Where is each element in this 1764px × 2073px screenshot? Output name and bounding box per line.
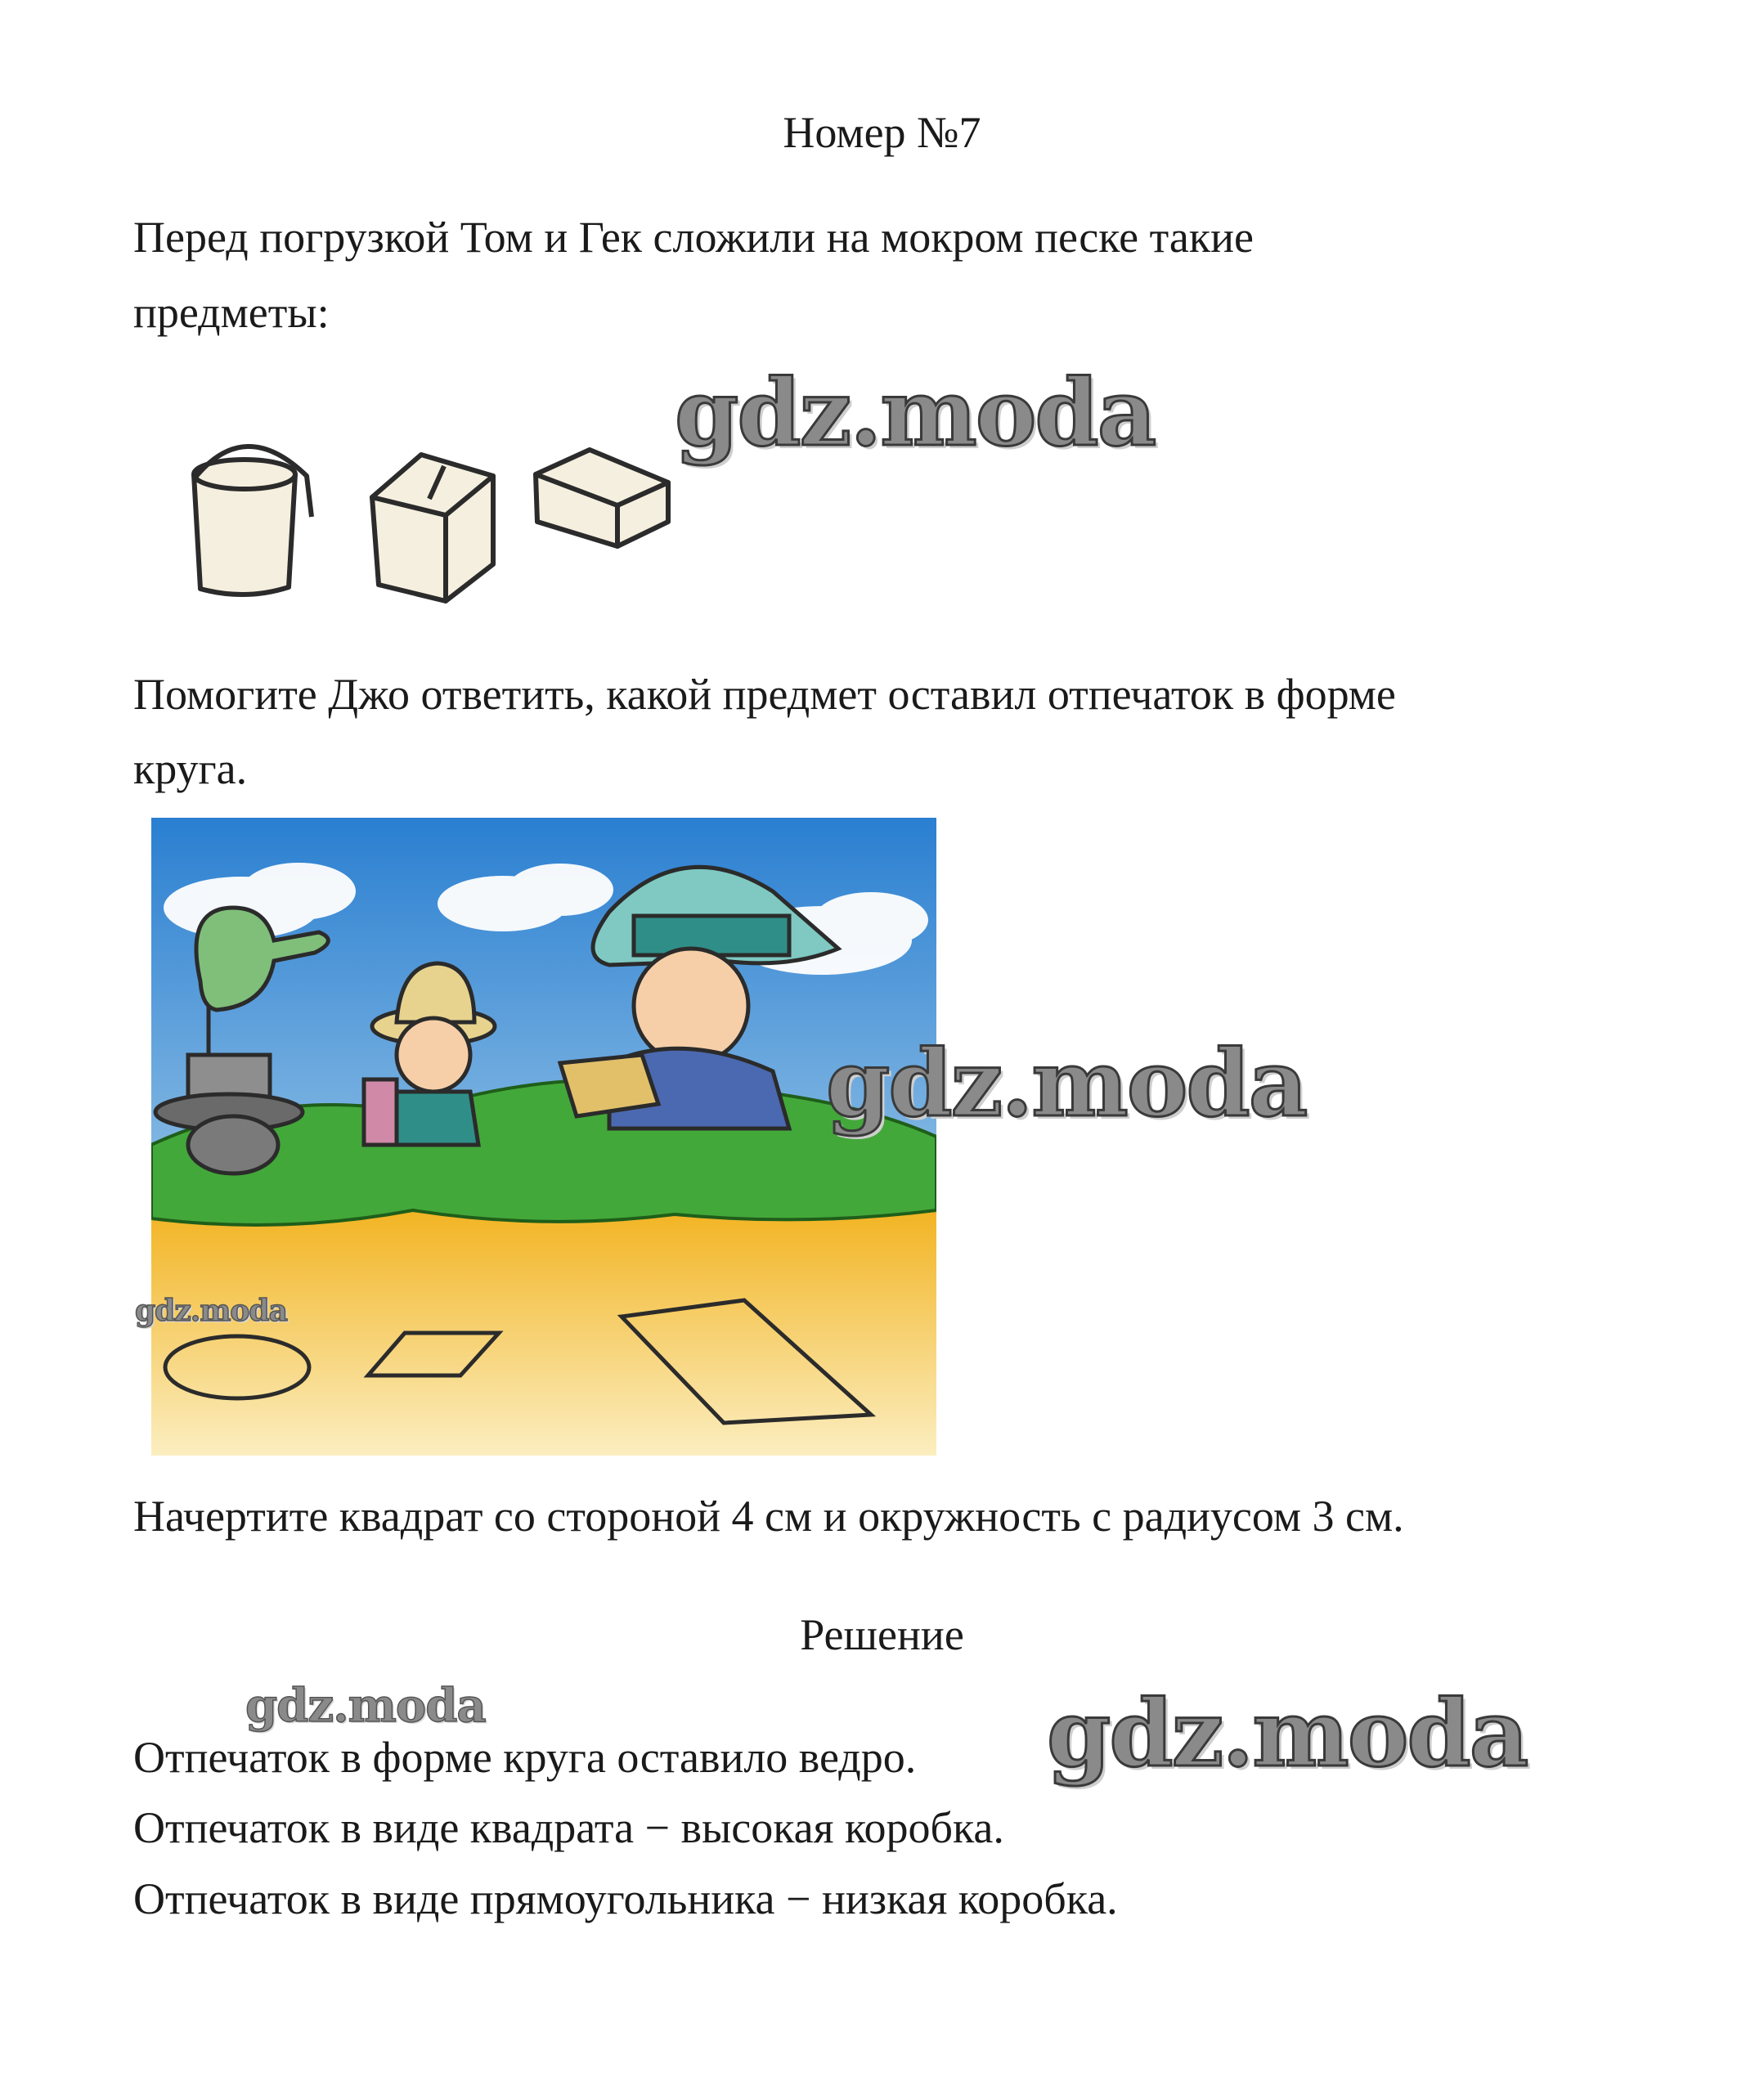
- bucket-drawing: [194, 446, 312, 595]
- beach-scene-illustration: [151, 818, 936, 1456]
- watermark: gdz.moda: [675, 360, 1156, 467]
- answer-line-2: Отпечаток в виде квадрата − высокая коробка.: [133, 1803, 1004, 1852]
- watermark: gdz.moda: [826, 1030, 1307, 1137]
- watermark: gdz.moda: [135, 1294, 287, 1328]
- watermark: gdz.moda: [1047, 1680, 1528, 1788]
- low-box-drawing: [536, 450, 668, 546]
- page-title: Номер №7: [783, 108, 981, 157]
- intro-text-line-1: Перед погрузкой Том и Гек сложили на мокром песке такие: [133, 213, 1254, 262]
- answer-line-3: Отпечаток в виде прямоугольника − низкая коробка.: [133, 1874, 1118, 1923]
- answer-line-1: Отпечаток в форме круга оставило ведро.: [133, 1733, 917, 1782]
- task-text: Начертите квадрат со стороной 4 см и окружность с радиусом 3 см.: [133, 1492, 1404, 1541]
- question-text-line-2: круга.: [133, 744, 248, 793]
- objects-illustration: [176, 425, 683, 613]
- intro-text-line-2: предметы:: [133, 288, 330, 337]
- question-text-line-1: Помогите Джо ответить, какой предмет оставил отпечаток в форме: [133, 670, 1396, 719]
- solution-heading: Решение: [800, 1610, 964, 1659]
- watermark: gdz.moda: [245, 1679, 486, 1733]
- tall-box-drawing: [372, 455, 493, 601]
